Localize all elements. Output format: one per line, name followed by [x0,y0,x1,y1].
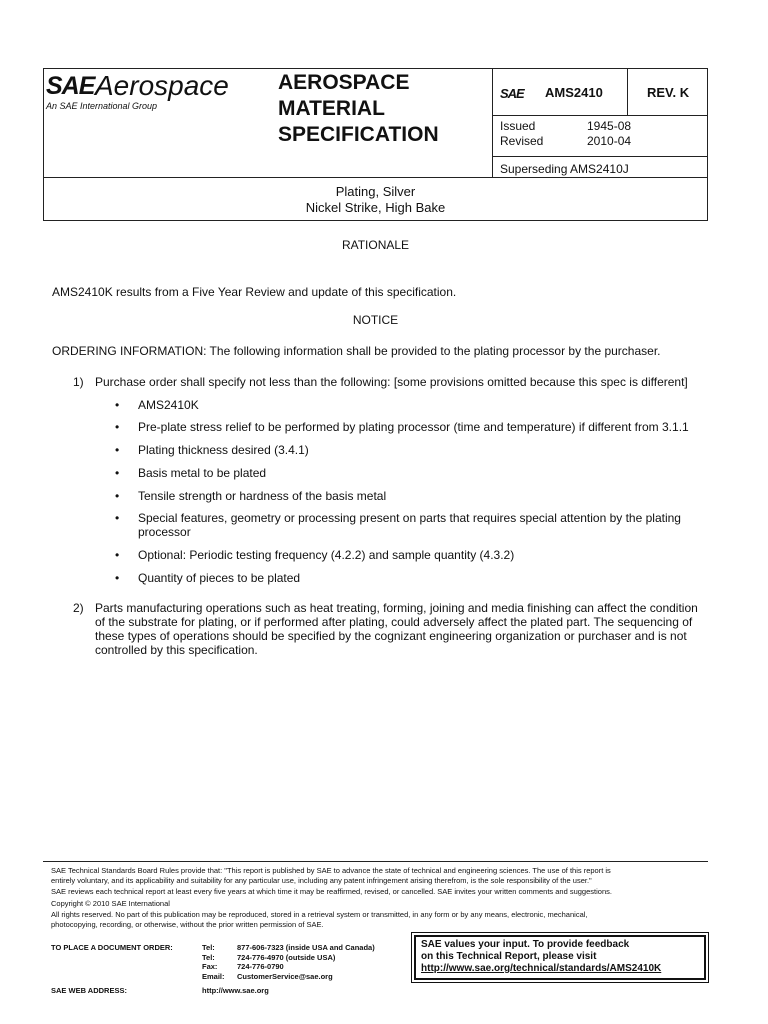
footer-notices [51,866,711,929]
document-title [278,70,439,148]
list-item: • Tensile strength or hardness of the basis metal [115,489,387,503]
header-divider-h2 [492,156,708,157]
revised-label: Revised [500,134,544,148]
subject [43,184,708,216]
revision-label: REV. K [647,85,690,100]
feedback-text: SAE values your input. To provide feedback on this Technical Report, please visit http://www.sae.org/technical/standards/AMS2410K [421,939,662,974]
title-line-2: MATERIAL [278,97,385,120]
logo-subtitle: An SAE International Group [46,101,158,111]
list-item: • Basis metal to be plated [115,466,267,480]
email-link[interactable]: CustomerService@sae.org [237,971,333,981]
contact-labels: Tel: Tel: Fax: Email: [202,943,225,981]
notice-heading: NOTICE [352,313,399,327]
subject-line-2: Nickel Strike, High Bake [305,200,446,215]
rules-line-1: SAE Technical Standards Board Rules provide that: "This report is published by SAE to advance the state of technical and engineering sciences. The use of this report is [51,866,611,875]
web-label: SAE WEB ADDRESS: [51,986,127,995]
document-number: AMS2410 [545,85,603,100]
header-divider-vertical [492,68,493,178]
rules-line-2: entirely voluntary, and its applicability and suitability for any particular use, including any patent infringement arising therefrom, is the sole responsibility of the user." [51,875,592,885]
phone-intl: 724-776-4970 (outside USA) [237,952,336,962]
item-1-number: 1) [73,375,84,389]
title-line-3: SPECIFICATION [278,123,439,146]
header-divider-h3 [43,177,708,178]
list-item: • AMS2410K [115,398,199,412]
list-item-continuation: processor [138,525,191,539]
fax: 724-776-0790 [237,962,284,971]
rights-line-1: All rights reserved. No part of this publication may be reproduced, stored in a retrieval system or transmitted, in any form or by any means, electronic, mechanical, [51,910,588,919]
header-divider-h1 [492,115,708,116]
list-item: • Plating thickness desired (3.4.1) [115,443,309,457]
rationale-text: AMS2410K results from a Five Year Review and update of this specification. [52,285,457,299]
feedback-link[interactable]: http://www.sae.org/technical/standards/AMS2410K [421,963,662,974]
sae-logo: SAE [46,72,95,100]
list-item: • Pre-plate stress relief to be performed by plating processor (time and temperature) if different from 3.1.1 [115,420,689,434]
order-label: TO PLACE A DOCUMENT ORDER: [51,943,173,952]
item-2-number: 2) [73,601,84,615]
copyright: Copyright © 2010 SAE International [51,898,170,908]
title-line-1: AEROSPACE [278,71,410,94]
revised-value: 2010-04 [587,134,632,148]
footer-rule [43,861,708,862]
list-item: • Quantity of pieces to be plated [115,571,301,585]
sae-small-logo: SAE [500,86,524,101]
item-2-text: Parts manufacturing operations such as heat treating, forming, joining and media finishing can affect the condition of the substrate for plating, or if performed after plating, could adversely affect the plated part. The sequencing of these types of operations should be specified by the cognizant engineering organization or purchaser and is not controlled by this specification. [95,601,698,657]
phone-usa: 877-606-7323 (inside USA and Canada) [237,943,375,952]
issued-value: 1945-08 [587,119,632,133]
header-divider-rev [627,68,628,115]
subject-line-1: Plating, Silver [335,184,416,199]
rights-line-2: photocopying, recording, or otherwise, without the prior written permission of SAE. [51,919,324,929]
superseding-note: Superseding AMS2410J [500,162,629,176]
rationale-heading: RATIONALE [341,238,410,252]
aerospace-logo-text: Aerospace [95,70,229,101]
list-item: • Special features, geometry or processing present on parts that requires special attention by the plating [115,511,681,525]
web-link[interactable]: http://www.sae.org [202,986,269,995]
issued-label: Issued [500,119,536,133]
ordering-information: ORDERING INFORMATION: The following information shall be provided to the plating processor by the purchaser. [52,344,661,358]
review-line: SAE reviews each technical report at least every five years at which time it may be reaffirmed, revised, or cancelled. SAE invites your written comments and suggestions. [51,887,612,896]
item-1-text: Purchase order shall specify not less than the following: [some provisions omitted because this spec is different] [95,375,688,389]
contact-values [237,943,375,981]
list-item: • Optional: Periodic testing frequency (4.2.2) and sample quantity (4.3.2) [115,548,515,562]
